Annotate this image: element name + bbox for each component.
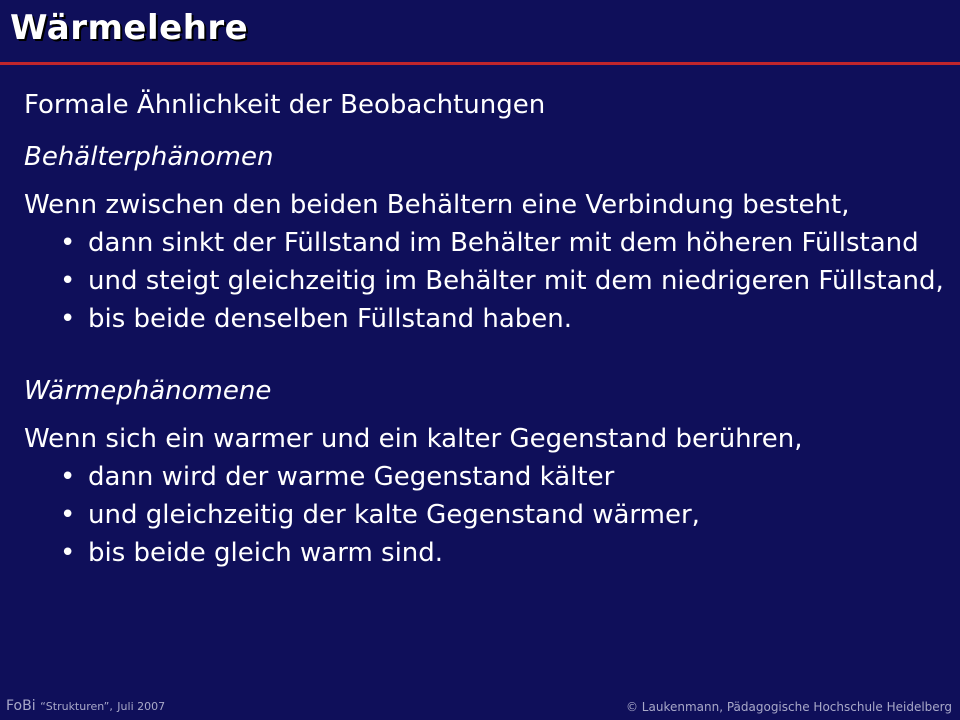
section-intro-heat: Wenn sich ein warmer und ein kalter Gegenstand berühren,: [24, 424, 803, 454]
section-intro-container: Wenn zwischen den beiden Behältern eine Verbindung besteht,: [24, 190, 850, 220]
bullet-icon: •: [60, 266, 76, 296]
bullet-text: und gleichzeitig der kalte Gegenstand wärmer,: [88, 500, 700, 530]
slide-title: Wärmelehre: [10, 8, 249, 48]
bullet-item: [60, 262, 944, 300]
bullet-item: [60, 224, 944, 262]
slide-content: [24, 86, 944, 572]
bullet-text: dann wird der warme Gegenstand kälter: [88, 462, 615, 492]
bullet-item: [60, 458, 944, 496]
section-label-heat: Wärmephänomene: [24, 376, 272, 406]
bullet-icon: •: [60, 538, 76, 568]
bullet-text: dann sinkt der Füllstand im Behälter mit dem höheren Füllstand: [88, 228, 919, 258]
bullet-item: [60, 300, 944, 338]
bullet-icon: •: [60, 228, 76, 258]
title-underline: [0, 62, 960, 65]
slide-subtitle: Formale Ähnlichkeit der Beobachtungen: [24, 90, 546, 120]
footer-course-name: FoBi: [6, 698, 36, 714]
footer-copyright: © Laukenmann, Pädagogische Hochschule Heidelberg: [625, 700, 952, 714]
footer-course-date: Juli 2007: [117, 700, 166, 713]
bullet-text: bis beide gleich warm sind.: [88, 538, 444, 568]
bullet-text: und steigt gleichzeitig im Behälter mit dem niedrigeren Füllstand,: [88, 266, 944, 296]
bullet-icon: •: [60, 304, 76, 334]
bullet-text: bis beide denselben Füllstand haben.: [88, 304, 573, 334]
bullet-list-heat: [24, 458, 944, 572]
bullet-item: [60, 534, 944, 572]
bullet-icon: •: [60, 500, 76, 530]
bullet-icon: •: [60, 462, 76, 492]
footer-course-topic: “Strukturen”,: [40, 700, 113, 713]
section-label-container: Behälterphänomen: [24, 142, 274, 172]
bullet-item: [60, 496, 944, 534]
bullet-list-container: [24, 224, 944, 338]
footer-course-info: [6, 698, 165, 714]
section-spacer: [24, 338, 944, 372]
